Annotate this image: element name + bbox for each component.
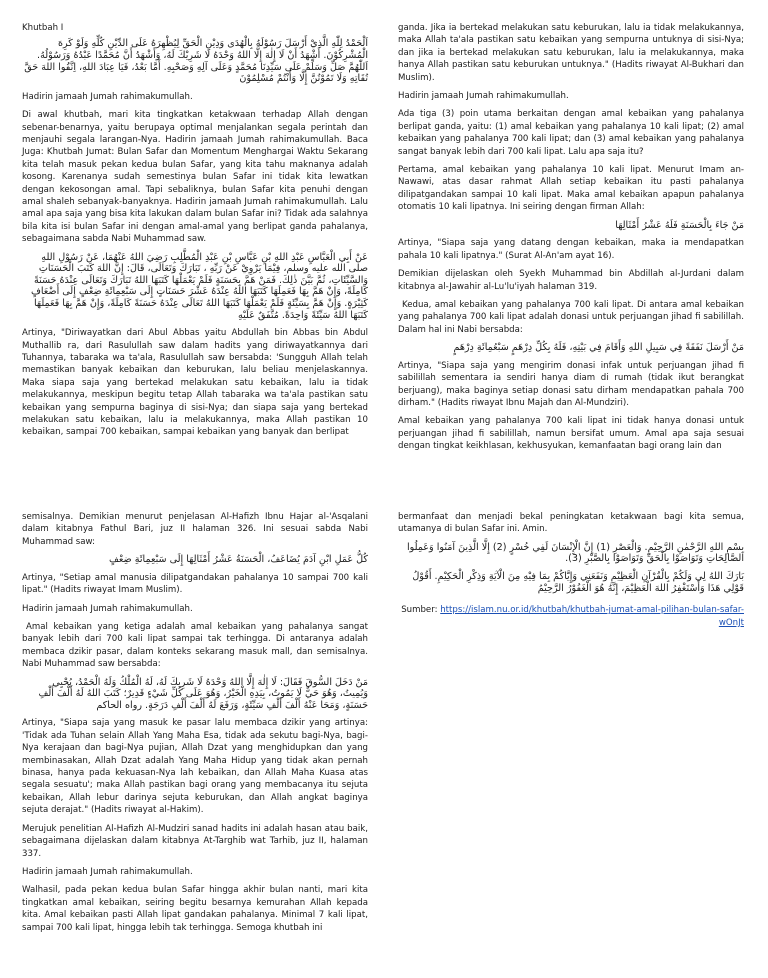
paragraph: bermanfaat dan menjadi bekal peningkatan ketakwaan bagi kita semua, utamanya di bulan Safar ini. Amin. <box>398 512 744 535</box>
khutbah-title: Khutbah I <box>22 23 64 33</box>
arabic-hadith: كُلُّ عَمَلِ ابْنِ آدَمَ يُضَاعَفُ، الْحَسَنَةُ عَشْرُ أَمْثَالِهَا إِلَى سَبْعِمِائَةِ ضِعْفٍ <box>108 554 368 566</box>
paragraph: Amal kebaikan yang pahalanya 700 kali lipat ini tidak hanya donasi untuk perjuangan jihad fi sabilillah, namun bersifat umum. Amal apa saja sesuai dengan tingkat keikhlasan, kekhusyukan, kemanfaatan bagi orang lain dan <box>398 416 744 452</box>
paragraph: Di awal khutbah, mari kita tingkatkan ketakwaan terhadap Allah dengan sebenar-benarnya, yaitu berupaya optimal menjalankan segala perintah dan menjauhi segala larangan-Nya. Hadirin jamaah Jumah rahimakumullah. Baca Juga: Khutbah Jumat: Bulan Safar dan Momentum Menghargai Waktu Sekarang kita telah masuk pekan kedua bulan Safar, yang kita tahu maknanya adalah kosong. Karenanya sudah semestinya bulan Safar ini tidak kita lewatkan dengan kekosongan amal. Tapi sebaliknya, bulan Safar kita penuhi dengan amal shaleh sebanyak-banyaknya. Hadirin jamaah Jumah rahimakumullah. Lalu amal apa saja yang bisa kita lakukan dalam bulan Safar ini? Tidak ada salahnya bila kita isi bulan Safar ini dengan amal-amal yang berlipat ganda pahalanya, sebagaimana sabda Nabi Muhammad saw. <box>22 110 368 245</box>
paragraph: ganda. Jika ia bertekad melakukan satu keburukan, lalu ia tidak melakukannya, maka Allah ta'ala pastikan satu kebaikan yang sempurna untuknya di sisi-Nya; dan jika ia bertekad melakukan satu keburukan, lalu ia melakukannya, maka hanya Allah pastikan satu keburukan untuknya." (Hadits riwayat Al-Bukhari dan Muslim). <box>398 23 744 83</box>
column-right <box>398 511 744 629</box>
document-page-lower <box>0 489 768 978</box>
arabic-closing-prayer: بَارَكَ اللهُ لِي وَلَكُمْ بِالْقُرْآنِ الْعَظِيْمِ وَنَفَعَنِي وَإِيَّاكُمْ بِمَا فِيْهِ مِنَ الْآيَةِ وَذِكْرِ الْحَكِيْمِ. أَقُوْلُ قَوْلِي هَذَا وَأَسْتَغْفِرُ اللهَ الْعَظِيْمَ، إِنَّهُ هُوَ الْغَفُوْرُ الرَّحِيْمُ <box>412 571 744 594</box>
paragraph: Walhasil, pada pekan kedua bulan Safar hingga akhir bulan nanti, mari kita tingkatkan amal kebaikan, seiring begitu besarnya kemurahan Allah kepada kita. Amal kebaikan pasti Allah lipat gandakan pahalanya. Minimal 7 kali lipat, sampai 700 kali lipat, hingga lebih tak terhingga. Semoga khutbah ini <box>22 885 368 933</box>
paragraph: semisalnya. Demikian menurut penjelasan Al-Hafizh Ibnu Hajar al-'Asqalani dalam kitabnya Fathul Bari, juz II halaman 326. Ini sesuai sabda Nabi Muhammad saw: <box>22 512 368 547</box>
paragraph: Merujuk penelitian Al-Hafizh Al-Mudziri sanad hadits ini adalah hasan atau baik, sebagaimana dijelaskan dalam kitabnya At-Targhib wat Tarhib, juz II, halaman 337. <box>22 823 368 859</box>
paragraph: Pertama, amal kebaikan yang pahalanya 10 kali lipat. Menurut Imam an-Nawawi, atas dasar rahmat Allah setiap kebaikan itu pasti pahalanya dilipatgandakan sampai 10 kali lipat. Maka amal kebaikan apapun pahalanya otomatis 10 kali lipatnya. Ini seiring dengan firman Allah: <box>398 165 744 213</box>
greeting: Hadirin jamaah Jumah rahimakumullah. <box>22 91 193 102</box>
source-citation <box>398 604 744 629</box>
source-label: Sumber: <box>401 605 438 616</box>
column-left <box>22 22 368 445</box>
greeting: Hadirin jamaah Jumah rahimakumullah. <box>22 603 193 614</box>
arabic-hadith: مَنْ دَخَلَ السُّوقَ فَقَالَ: لَا إِلٰهَ إِلَّا اللهُ وَحْدَهُ لَا شَرِيكَ لَهُ، لَهُ الْمُلْكُ وَلَهُ الْحَمْدُ، يُحْيِي وَيُمِيتُ، وَهُوَ حَيٌّ لَا يَمُوتُ، بِيَدِهِ الْخَيْرُ، وَهُوَ عَلَى كُلِّ شَيْءٍ قَدِيرٌ؛ كَتَبَ اللهُ لَهُ أَلْفَ أَلْفِ حَسَنَةٍ، وَمَحَا عَنْهُ أَلْفَ أَلْفِ سَيِّئَةٍ، وَرَفَعَ لَهُ أَلْفَ أَلْفِ دَرَجَةٍ. رواه الحاكم <box>38 676 368 711</box>
paragraph: Artinya, "Siapa saja yang mengirim donasi infak untuk perjuangan jihad fi sabilillah sementara ia sendiri hanya diam di rumah (tidak ikut berangkat berjuang), maka baginya setiap donasi satu dirham mendapatkan pahala 700 dirham." (Hadits riwayat Ibnu Majah dan Al-Mundziri). <box>398 360 744 408</box>
paragraph: Demikian dijelaskan oleh Syekh Muhammad bin Abdillah al-Jurdani dalam kitabnya al-Jawahir al-Lu'lu'iyah halaman 319. <box>398 269 744 292</box>
greeting: Hadirin jamaah Jumah rahimakumullah. <box>398 91 569 102</box>
column-left <box>22 511 368 940</box>
arabic-opening: اَلْحَمْدُ لِلّٰهِ الَّذِيْ أَرْسَلَ رَسُوْلَهُ بِالْهُدَى وَدِيْنِ الْحَقِّ لِيُظْهِرَهُ عَلَى الدِّيْنِ كُلِّهِ وَلَوْ كَرِهَ الْمُشْرِكُوْنَ. أَشْهَدُ أَنْ لَا إِلٰهَ إِلَّا اللهُ وَحْدَهُ لَا شَرِيْكَ لَهُ، وَأَشْهَدُ أَنَّ مُحَمَّدًا عَبْدُهُ وَرَسُوْلُهُ. اَللّٰهُمَّ صَلِّ وَسَلِّمْ عَلَى سَيِّدِنَا مُحَمَّدٍ وَعَلَى آلِهِ وَصَحْبِهِ. أَمَّا بَعْدُ، فَيَا عِبَادَ اللهِ، اِتَّقُوا اللهَ حَقَّ تُقَاتِهِ وَلَا تَمُوْتُنَّ إِلَّا وَأَنْتُمْ مُسْلِمُوْنَ <box>24 38 368 85</box>
paragraph: Artinya, "Siapa saja yang datang dengan kebaikan, maka ia mendapatkan pahala 10 kali lipatnya." (Surat Al-An'am ayat 16). <box>398 238 744 261</box>
arabic-ayat: مَنْ جَاءَ بِالْحَسَنَةِ فَلَهُ عَشْرُ أَمْثَالِهَا <box>615 219 744 231</box>
paragraph: Kedua, amal kebaikan yang pahalanya 700 kali lipat. Di antara amal kebaikan yang pahalanya 700 kali lipat adalah donasi untuk perjuangan jihad fi sabilillah. Dalam hal ini Nabi bersabda: <box>398 299 744 335</box>
arabic-hadith: عَنْ أَبِي الْعَبَّاسِ عَبْدِ اللهِ بْنِ عَبَّاسِ بْنِ عَبْدِ الْمُطَّلِبِ رَضِيَ اللهُ عَنْهُمَا، عَنْ رَسُوْلِ اللهِ صلى الله عليه وسلم، فِيْمَا يَرْوِيْ عَنْ رَبِّهِ ، تَبَارَكَ وَتَعَالَى، قَالَ: إِنَّ اللهَ كَتَبَ الْحَسَنَاتِ وَالسَّيِّئَاتِ، ثُمَّ بَيَّنَ ذٰلِكَ. فَمَنْ هَمَّ بِحَسَنَةٍ فَلَمْ يَعْمَلْهَا كَتَبَهَا اللهُ تَبَارَكَ وَتَعَالَى عِنْدَهُ حَسَنَةً كَامِلَةً، وَإِنْ هَمَّ بِهَا فَعَمِلَهَا كَتَبَهَا اللهُ عِنْدَهُ عَشْرَ حَسَنَاتٍ إِلَى سَبْعِمِائَةِ ضِعْفٍ إِلَى أَضْعَافٍ كَثِيْرَةٍ. وَإِنْ هَمَّ بِسَيِّئَةٍ فَلَمْ يَعْمَلْهَا كَتَبَهَا اللهُ تَعَالَى عِنْدَهُ حَسَنَةً كَامِلَةً، وَإِنْ هَمَّ بِهَا فَعَمِلَهَا كَتَبَهَا اللهُ سَيِّئَةً وَاحِدَةً. مُتَّفَقٌ عَلَيْهِ <box>30 251 368 321</box>
paragraph: Artinya, "Setiap amal manusia dilipatgandakan pahalanya 10 sampai 700 kali lipat." (Hadits riwayat Imam Muslim). <box>22 572 368 596</box>
arabic-hadith: مَنْ أَرْسَلَ نَفَقَةً فِي سَبِيلِ اللهِ وَأَقَامَ فِي بَيْتِهِ، فَلَهُ بِكُلِّ دِرْهَمٍ سَبْعُمِائَةِ دِرْهَمٍ <box>453 342 744 354</box>
paragraph: Amal kebaikan yang ketiga adalah amal kebaikan yang pahalanya sangat banyak lebih dari 700 kali lipat sampai tak terhingga. Di antaranya adalah membaca dzikir pasar, dalam konteks sekarang masuk mall, dan semisalnya. Nabi Muhammad saw bersabda: <box>22 622 368 670</box>
paragraph: Ada tiga (3) poin utama berkaitan dengan amal kebaikan yang pahalanya berlipat ganda, yaitu: (1) amal kebaikan yang pahalanya 10 kali lipat; (2) amal kebaikan yang pahalanya 700 kali lipat; dan (3) amal kebaikan yang pahalanya sangat banyak lebih dari 700 kali lipat. Lalu apa saja itu? <box>398 109 744 157</box>
arabic-closing-surah: بِسْمِ اللهِ الرَّحْمٰنِ الرَّحِيْمِ. وَالْعَصْرِ (1) إِنَّ الْإِنْسَانَ لَفِي خُسْرٍ (2) إِلَّا الَّذِينَ آمَنُوا وَعَمِلُوا الصَّالِحَاتِ وَتَوَاصَوْا بِالْحَقِّ وَتَوَاصَوْا بِالصَّبْرِ (3). <box>406 541 744 565</box>
source-link[interactable]: https://islam.nu.or.id/khutbah/khutbah-jumat-amal-pilihan-bulan-safar-wOnJt <box>440 605 744 628</box>
column-right <box>398 22 744 459</box>
paragraph: Artinya, "Siapa saja yang masuk ke pasar lalu membaca dzikir yang artinya: 'Tidak ada Tuhan selain Allah Yang Maha Esa, tidak ada sekutu bagi-Nya, bagi-Nya kerajaan dan bagi-Nya pujian, Allah Dzat yang menghidupkan dan yang membinasakan, Allah Dzat adalah Yang Maha Hidup yang tidak akan pernah binasa, hanya pada kekuasan-Nya lah kebaikan, dan Allah Maha Kuasa atas segala sesuatu'; maka Allah pastikan bagi orang yang membacanya itu sejuta kebaikan, Allah lebur darinya sejuta keburukan, dan Allah angkat baginya sejuta derajat." (Hadits riwayat al-Hakim). <box>22 718 368 816</box>
paragraph: Artinya, "Diriwayatkan dari Abul Abbas yaitu Abdullah bin Abbas bin Abdul Muthallib ra, dari Rasulullah saw dalam hadits yang diriwayatkannya dari Tuhannya, tabaraka wa ta'ala, Rasulullah saw bersabda: 'Sungguh Allah telah memastikan banyak kebaikan dan keburukan, lalu beliau menjelaskannya. Maka siapa saja yang bertekad melakukan satu kebaikan, lalu ia tidak melakukannya, meskipun begitu tetap Allah tabaraka wa ta'ala pastikan satu kebaikan yang sempurna baginya di sisi-Nya; dan siapa saja yang bertekad melakukan satu kebaikan, lalu ia melakukannya, maka Allah pastikan 10 kebaikan, sampai 700 kebaikan, sampai kebaikan yang banyak dan berlipat <box>22 328 368 438</box>
greeting: Hadirin jamaah Jumah rahimakumullah. <box>22 866 193 877</box>
